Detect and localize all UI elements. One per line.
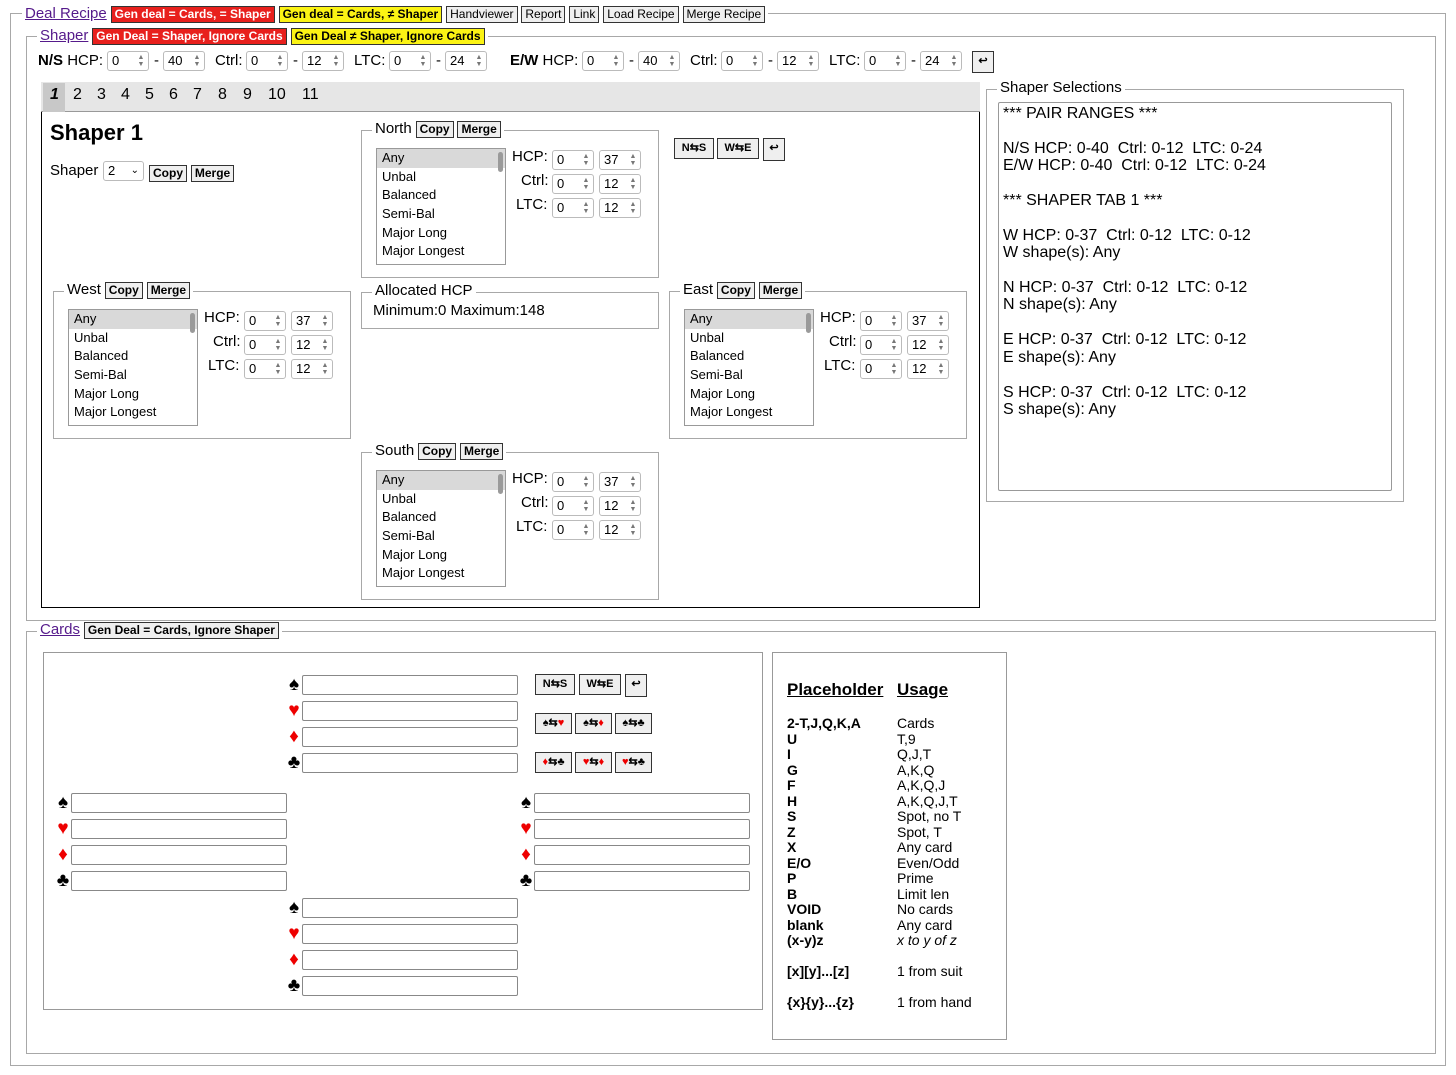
heart-icon: ♥ xyxy=(288,700,300,721)
east-legend xyxy=(680,281,805,299)
ew-ctrl-min-spinbox[interactable]: 0 ▲ ▼ xyxy=(721,51,763,71)
gen-cards-ignore-shaper-button[interactable]: Gen Deal = Cards, Ignore Shaper xyxy=(84,622,279,639)
shaper-swap-we-button[interactable]: W⇆E xyxy=(717,138,759,159)
west-label: West xyxy=(67,281,101,298)
placeholder-usage: 1 from suit xyxy=(897,963,963,979)
shape-option[interactable]: Major Long xyxy=(690,385,756,401)
east-ltc-label: LTC: xyxy=(824,357,856,374)
cards-reset-button[interactable] xyxy=(625,674,647,697)
placeholder-code: (x-y)z xyxy=(787,932,824,948)
south-hcp-max-spinbox[interactable]: 37 ▲ ▼ xyxy=(599,472,641,492)
west-club-cards-input[interactable] xyxy=(71,871,287,891)
placeholder-usage: Limit len xyxy=(897,885,950,902)
east-ctrl-max-spinbox[interactable]: 12 ▲ ▼ xyxy=(907,335,949,355)
shape-option[interactable]: Unbal xyxy=(74,329,108,345)
spinner-arrows-icon: ▲ ▼ xyxy=(894,54,902,68)
range-dash: - xyxy=(154,52,159,69)
shape-option[interactable]: Semi-Bal xyxy=(690,367,743,383)
heart-icon: ♥ xyxy=(288,923,300,944)
diamond-icon: ♦ xyxy=(58,844,68,865)
ew-ctrl-max-spinbox[interactable]: 12 ▲ ▼ xyxy=(777,51,819,71)
south-label: South xyxy=(375,442,415,459)
reset-icon: ↩ xyxy=(769,142,779,154)
spinner-arrows-icon: ▲ ▼ xyxy=(582,153,590,167)
spinner-arrows-icon: ▲ ▼ xyxy=(321,314,329,328)
north-ctrl-max-spinbox[interactable]: 12 ▲ ▼ xyxy=(599,174,641,194)
spinner-arrows-icon: ▲ ▼ xyxy=(890,362,898,376)
shaper-copy-merge xyxy=(149,164,234,182)
ew-hcp-min-spinbox[interactable]: 0 ▲ ▼ xyxy=(582,51,624,71)
diamond-icon: ♦ xyxy=(521,844,531,865)
tab-3[interactable]: 4 xyxy=(121,86,130,103)
ew-ltc-max-spinbox[interactable]: 24 ▲ ▼ xyxy=(920,51,962,71)
shape-option[interactable]: Balanced xyxy=(690,348,745,364)
shape-option[interactable]: Any xyxy=(377,149,505,168)
west-ctrl-max-spinbox[interactable]: 12 ▲ ▼ xyxy=(291,335,333,355)
east-hcp-max-spinbox[interactable]: 37 ▲ ▼ xyxy=(907,311,949,331)
listbox-scrollbar[interactable] xyxy=(190,313,195,333)
spinner-arrows-icon: ▲ ▼ xyxy=(419,54,427,68)
spinner-arrows-icon: ▲ ▼ xyxy=(629,499,637,513)
west-legend xyxy=(64,281,193,299)
east-heart-cards-input[interactable] xyxy=(534,819,750,839)
heart-icon: ♥ xyxy=(520,818,532,839)
chevron-down-icon: ⌄ xyxy=(130,165,139,176)
spinner-arrows-icon: ▲ ▼ xyxy=(950,54,958,68)
west-ctrl-min-spinbox[interactable]: 0 ▲ ▼ xyxy=(244,335,286,355)
cards-legend xyxy=(37,621,282,639)
ew-ltc-min-spinbox[interactable]: 0 ▲ ▼ xyxy=(864,51,906,71)
west-ltc-min-spinbox[interactable]: 0 ▲ ▼ xyxy=(244,359,286,379)
placeholder-usage: Any card xyxy=(897,916,953,933)
cards-swap-ns-button[interactable]: N⇆S xyxy=(535,674,575,695)
tab-0[interactable]: 1 xyxy=(50,86,59,103)
west-ctrl-label: Ctrl: xyxy=(213,333,241,350)
shape-option[interactable]: Major Longest xyxy=(74,404,157,420)
placeholder-code: [x][y]...[z] xyxy=(787,963,850,979)
spinner-arrows-icon: ▲ ▼ xyxy=(475,54,483,68)
placeholder-usage: Any card xyxy=(897,839,953,855)
ns-hcp-max-spinbox[interactable]: 40 ▲ ▼ xyxy=(163,51,205,71)
shaper-reset-button[interactable] xyxy=(763,138,785,161)
north-ctrl-label: Ctrl: xyxy=(521,172,549,189)
placeholder-usage: 1 from hand xyxy=(897,994,972,1010)
ns-ctrl-max-spinbox[interactable]: 12 ▲ ▼ xyxy=(302,51,344,71)
spinner-arrows-icon: ▲ ▼ xyxy=(668,54,676,68)
east-spade-cards-input[interactable] xyxy=(534,793,750,813)
north-ltc-max-spinbox[interactable]: 12 ▲ ▼ xyxy=(599,198,641,218)
spinner-arrows-icon: ▲ ▼ xyxy=(937,362,945,376)
shaper-panel-title: Shaper 1 xyxy=(50,120,143,145)
range-dash: - xyxy=(911,52,916,69)
range-dash: - xyxy=(436,52,441,69)
west-merge-button[interactable]: Merge xyxy=(147,282,190,299)
placeholder-usage: No cards xyxy=(897,901,954,917)
north-club-cards-input[interactable] xyxy=(302,753,518,773)
east-club-cards-input[interactable] xyxy=(534,871,750,891)
usage-header: Usage xyxy=(897,680,949,699)
ew-ctrl-label: Ctrl: xyxy=(690,52,718,69)
gen-shaper-ignore-cards-button[interactable]: Gen Deal = Shaper, Ignore Cards xyxy=(92,28,286,45)
shaper-select-label: Shaper xyxy=(50,162,99,179)
south-ctrl-label: Ctrl: xyxy=(521,494,549,511)
spinner-arrows-icon: ▲ ▼ xyxy=(629,475,637,489)
shaper-selections-textarea[interactable] xyxy=(998,102,1392,491)
ns-hcp-min-spinbox[interactable]: 0 ▲ ▼ xyxy=(107,51,149,71)
north-hcp-label: HCP: xyxy=(512,148,548,165)
west-copy-button[interactable]: Copy xyxy=(105,282,143,299)
west-heart-cards-input[interactable] xyxy=(71,819,287,839)
shaper-selections-text: *** PAIR RANGES *** N/S HCP: 0-40 Ctrl: 0-12 LTC: 0-24 E/W HCP: 0-40 Ctrl: 0-12 LTC: 0-24 *** SHAPER TAB 1 *** W HCP: 0-37 Ctrl: 0-12 LTC: 0-12 W shape(s): Any N HCP: 0-37 Ctrl: 0-12 LTC: 0-12 N shape(s): Any E HCP: 0-37 Ctrl: 0-12 LTC: 0-12 E shape(s): Any S HCP: 0-37 Ctrl: 0-12 LTC: 0-12 S shape(s): Any xyxy=(1003,105,1266,418)
range-dash: - xyxy=(768,52,773,69)
diamond-icon: ♦ xyxy=(289,726,299,747)
spinner-arrows-icon: ▲ ▼ xyxy=(751,54,759,68)
placeholder-code: F xyxy=(787,777,796,793)
tab-8[interactable]: 9 xyxy=(243,86,252,103)
placeholder-usage: A,K,Q,J,T xyxy=(897,792,958,809)
shape-option[interactable]: Major Longest xyxy=(382,243,465,259)
load-recipe-button[interactable]: Load Recipe xyxy=(603,6,678,23)
placeholder-code: U xyxy=(787,730,798,747)
south-ctrl-max-spinbox[interactable]: 12 ▲ ▼ xyxy=(599,496,641,516)
north-heart-cards-input[interactable] xyxy=(302,701,518,721)
link-button[interactable]: Link xyxy=(569,6,599,23)
ns-ctrl-min-spinbox[interactable]: 0 ▲ ▼ xyxy=(246,51,288,71)
east-label: East xyxy=(683,281,714,298)
spade-icon: ♠ xyxy=(288,897,300,918)
placeholder-usage: T,9 xyxy=(897,730,916,747)
south-heart-cards-input[interactable] xyxy=(302,924,518,944)
south-copy-button[interactable]: Copy xyxy=(418,443,456,460)
placeholder-code: blank xyxy=(787,916,824,933)
placeholder-usage: Spot, T xyxy=(897,823,942,840)
west-ltc-label: LTC: xyxy=(208,357,240,374)
reset-icon: ↩ xyxy=(631,678,641,690)
report-button[interactable]: Report xyxy=(521,6,565,23)
shaper-tab-bar xyxy=(41,82,980,112)
spade-icon: ♠ xyxy=(288,674,300,695)
deal-recipe-link[interactable]: Deal Recipe xyxy=(25,5,107,22)
spinner-arrows-icon: ▲ ▼ xyxy=(937,338,945,352)
listbox-scrollbar[interactable] xyxy=(498,152,503,172)
placeholder-usage: x to y of z xyxy=(897,932,957,948)
tab-7[interactable]: 8 xyxy=(218,86,227,103)
ns-pair-label: N/S HCP: xyxy=(38,52,104,69)
shape-option[interactable]: Semi-Bal xyxy=(382,206,435,222)
diamond-icon: ♦ xyxy=(289,949,299,970)
ns-ctrl-label: Ctrl: xyxy=(215,52,243,69)
shaper-link[interactable]: Shaper xyxy=(40,27,89,44)
spinner-arrows-icon: ▲ ▼ xyxy=(276,54,284,68)
north-copy-button[interactable]: Copy xyxy=(416,121,454,138)
club-icon: ♣ xyxy=(287,752,301,773)
merge-recipe-button[interactable]: Merge Recipe xyxy=(683,6,766,23)
east-diamond-cards-input[interactable] xyxy=(534,845,750,865)
spinner-arrows-icon: ▲ ▼ xyxy=(332,54,340,68)
shape-option[interactable]: Any xyxy=(377,471,505,490)
placeholder-code: S xyxy=(787,808,797,824)
placeholder-usage: A,K,Q xyxy=(897,761,935,778)
placeholder-code: I xyxy=(787,746,791,762)
placeholder-usage: Q,J,T xyxy=(897,746,932,762)
east-ltc-min-spinbox[interactable]: 0 ▲ ▼ xyxy=(860,359,902,379)
shape-option[interactable]: Unbal xyxy=(690,329,724,345)
shape-option[interactable]: Semi-Bal xyxy=(74,367,127,383)
cards-swap-we-button[interactable]: W⇆E xyxy=(579,674,621,695)
spade-icon: ♠ xyxy=(57,792,69,813)
north-diamond-cards-input[interactable] xyxy=(302,727,518,747)
shape-option[interactable]: Unbal xyxy=(382,168,416,184)
spinner-arrows-icon: ▲ ▼ xyxy=(937,314,945,328)
spinner-arrows-icon: ▲ ▼ xyxy=(582,475,590,489)
listbox-scrollbar[interactable] xyxy=(498,474,503,494)
shape-option[interactable]: Balanced xyxy=(382,509,437,525)
allocated-hcp-text: Minimum:0 Maximum:148 xyxy=(373,302,545,319)
gen-ne-shaper-ignore-cards-button[interactable]: Gen Deal ≠ Shaper, Ignore Cards xyxy=(291,28,485,45)
shape-option[interactable]: Major Long xyxy=(74,385,140,401)
north-label: North xyxy=(375,120,412,137)
east-shape-listbox[interactable] xyxy=(684,309,814,426)
club-icon: ♣ xyxy=(287,975,301,996)
east-hcp-label: HCP: xyxy=(820,309,856,326)
north-legend xyxy=(372,120,504,138)
shape-option[interactable]: Balanced xyxy=(74,348,129,364)
spinner-arrows-icon: ▲ ▼ xyxy=(321,362,329,376)
tab-10[interactable]: 11 xyxy=(302,86,319,103)
shaper-copy-button[interactable]: Copy xyxy=(149,165,187,182)
west-hcp-min-spinbox[interactable]: 0 ▲ ▼ xyxy=(244,311,286,331)
tab-5[interactable]: 6 xyxy=(169,86,178,103)
tab-4[interactable]: 5 xyxy=(145,86,154,103)
north-ltc-label: LTC: xyxy=(516,196,548,213)
reset-pair-ranges-button[interactable] xyxy=(972,51,994,73)
east-ltc-max-spinbox[interactable]: 12 ▲ ▼ xyxy=(907,359,949,379)
spinner-arrows-icon: ▲ ▼ xyxy=(582,523,590,537)
west-hcp-max-spinbox[interactable]: 37 ▲ ▼ xyxy=(291,311,333,331)
south-diamond-cards-input[interactable] xyxy=(302,950,518,970)
south-ltc-max-spinbox[interactable]: 12 ▲ ▼ xyxy=(599,520,641,540)
deal-recipe-legend xyxy=(22,5,768,23)
placeholder-usage: Even/Odd xyxy=(897,854,960,871)
south-shape-listbox[interactable] xyxy=(376,470,506,587)
placeholder-code: P xyxy=(787,870,797,886)
west-diamond-cards-input[interactable] xyxy=(71,845,287,865)
south-club-cards-input[interactable] xyxy=(302,976,518,996)
gen-deal-cards-ne-shaper-button[interactable]: Gen deal = Cards, ≠ Shaper xyxy=(279,6,443,23)
spinner-arrows-icon: ▲ ▼ xyxy=(890,338,898,352)
tab-9[interactable]: 10 xyxy=(268,86,286,103)
shape-option[interactable]: Semi-Bal xyxy=(382,528,435,544)
tab-6[interactable]: 7 xyxy=(193,86,202,103)
club-icon: ♣ xyxy=(519,870,533,891)
spinner-arrows-icon: ▲ ▼ xyxy=(807,54,815,68)
placeholder-code: VOID xyxy=(787,901,822,917)
placeholder-code: X xyxy=(787,839,797,855)
suit-swap-button[interactable]: ♠⇆♣ xyxy=(615,713,652,734)
spinner-arrows-icon: ▲ ▼ xyxy=(274,338,282,352)
tab-2[interactable]: 3 xyxy=(97,86,106,103)
north-hcp-max-spinbox[interactable]: 37 ▲ ▼ xyxy=(599,150,641,170)
ew-ltc-label: LTC: xyxy=(829,52,861,69)
south-ctrl-min-spinbox[interactable]: 0 ▲ ▼ xyxy=(552,496,594,516)
suit-swap-button[interactable]: ♠⇆♦ xyxy=(575,713,612,734)
suit-swap-button[interactable]: ♠⇆♥ xyxy=(535,713,572,734)
north-ltc-min-spinbox[interactable]: 0 ▲ ▼ xyxy=(552,198,594,218)
south-ltc-min-spinbox[interactable]: 0 ▲ ▼ xyxy=(552,520,594,540)
club-icon: ♣ xyxy=(56,870,70,891)
shape-option[interactable]: Major Longest xyxy=(382,565,465,581)
east-copy-button[interactable]: Copy xyxy=(717,282,755,299)
shaper-selections-legend: Shaper Selections xyxy=(997,79,1125,96)
shape-option[interactable]: Major Long xyxy=(382,546,448,562)
placeholder-panel xyxy=(772,652,1007,1040)
west-ltc-max-spinbox[interactable]: 12 ▲ ▼ xyxy=(291,359,333,379)
north-ctrl-min-spinbox[interactable]: 0 ▲ ▼ xyxy=(552,174,594,194)
suit-swap-button[interactable]: ♥⇆♦ xyxy=(575,752,612,773)
heart-icon: ♥ xyxy=(57,818,69,839)
spinner-arrows-icon: ▲ ▼ xyxy=(629,153,637,167)
ns-ltc-label: LTC: xyxy=(354,52,386,69)
cards-link[interactable]: Cards xyxy=(40,621,81,638)
placeholder-code: {x}{y}...{z} xyxy=(787,994,854,1010)
shaper-swap-ns-button[interactable]: N⇆S xyxy=(674,138,714,159)
north-hcp-min-spinbox[interactable]: 0 ▲ ▼ xyxy=(552,150,594,170)
spinner-arrows-icon: ▲ ▼ xyxy=(193,54,201,68)
gen-deal-cards-eq-shaper-button[interactable]: Gen deal = Cards, = Shaper xyxy=(111,6,275,23)
placeholder-usage: Spot, no T xyxy=(897,808,962,824)
placeholder-code: E/O xyxy=(787,854,812,871)
ns-ltc-max-spinbox[interactable]: 24 ▲ ▼ xyxy=(445,51,487,71)
ew-hcp-max-spinbox[interactable]: 40 ▲ ▼ xyxy=(638,51,680,71)
spinner-arrows-icon: ▲ ▼ xyxy=(137,54,145,68)
shape-option[interactable]: Major Long xyxy=(382,224,448,240)
west-spade-cards-input[interactable] xyxy=(71,793,287,813)
spinner-arrows-icon: ▲ ▼ xyxy=(629,523,637,537)
south-merge-button[interactable]: Merge xyxy=(460,443,503,460)
shape-option[interactable]: Any xyxy=(685,310,813,329)
east-ctrl-label: Ctrl: xyxy=(829,333,857,350)
shaper-legend xyxy=(37,27,488,45)
spinner-arrows-icon: ▲ ▼ xyxy=(629,177,637,191)
spinner-arrows-icon: ▲ ▼ xyxy=(274,314,282,328)
range-dash: - xyxy=(293,52,298,69)
shape-option[interactable]: Major Longest xyxy=(690,404,773,420)
spinner-arrows-icon: ▲ ▼ xyxy=(274,362,282,376)
spade-icon: ♠ xyxy=(520,792,532,813)
spinner-arrows-icon: ▲ ▼ xyxy=(321,338,329,352)
placeholder-usage: A,K,Q,J xyxy=(897,777,946,793)
placeholder-code: 2-T,J,Q,K,A xyxy=(787,715,861,731)
south-legend xyxy=(372,442,506,460)
placeholder-code: H xyxy=(787,792,798,809)
placeholder-header: Placeholder xyxy=(787,680,884,699)
allocated-hcp-legend: Allocated HCP xyxy=(372,282,476,299)
tab-1[interactable]: 2 xyxy=(73,86,82,103)
placeholder-usage: Prime xyxy=(897,870,934,886)
placeholder-code: G xyxy=(787,761,798,778)
range-dash: - xyxy=(629,52,634,69)
south-hcp-label: HCP: xyxy=(512,470,548,487)
west-hcp-label: HCP: xyxy=(204,309,240,326)
spinner-arrows-icon: ▲ ▼ xyxy=(629,201,637,215)
south-hcp-min-spinbox[interactable]: 0 ▲ ▼ xyxy=(552,472,594,492)
north-merge-button[interactable]: Merge xyxy=(457,121,500,138)
suit-swap-button[interactable]: ♦⇆♣ xyxy=(535,752,572,773)
shaper-merge-button[interactable]: Merge xyxy=(191,165,234,182)
north-shape-listbox[interactable] xyxy=(376,148,506,265)
shape-option[interactable]: Unbal xyxy=(382,490,416,506)
reset-icon: ↩ xyxy=(978,55,988,67)
west-shape-listbox[interactable] xyxy=(68,309,198,426)
spinner-arrows-icon: ▲ ▼ xyxy=(582,499,590,513)
suit-swap-button[interactable]: ♥⇆♣ xyxy=(615,752,652,773)
shape-option[interactable]: Balanced xyxy=(382,187,437,203)
east-ctrl-min-spinbox[interactable]: 0 ▲ ▼ xyxy=(860,335,902,355)
handviewer-button[interactable]: Handviewer xyxy=(446,6,517,23)
shape-option[interactable]: Any xyxy=(69,310,197,329)
placeholder-code: B xyxy=(787,885,798,902)
spinner-arrows-icon: ▲ ▼ xyxy=(582,201,590,215)
ew-pair-label: E/W HCP: xyxy=(510,52,579,69)
south-spade-cards-input[interactable] xyxy=(302,898,518,918)
placeholder-usage: Cards xyxy=(897,715,935,731)
spinner-arrows-icon: ▲ ▼ xyxy=(612,54,620,68)
spinner-arrows-icon: ▲ ▼ xyxy=(890,314,898,328)
shaper-select[interactable]: 2 ⌄ xyxy=(103,161,144,181)
ns-ltc-min-spinbox[interactable]: 0 ▲ ▼ xyxy=(389,51,431,71)
north-spade-cards-input[interactable] xyxy=(302,675,518,695)
placeholder-code: Z xyxy=(787,823,796,840)
listbox-scrollbar[interactable] xyxy=(806,313,811,333)
east-hcp-min-spinbox[interactable]: 0 ▲ ▼ xyxy=(860,311,902,331)
south-ltc-label: LTC: xyxy=(516,518,548,535)
east-merge-button[interactable]: Merge xyxy=(759,282,802,299)
spinner-arrows-icon: ▲ ▼ xyxy=(582,177,590,191)
